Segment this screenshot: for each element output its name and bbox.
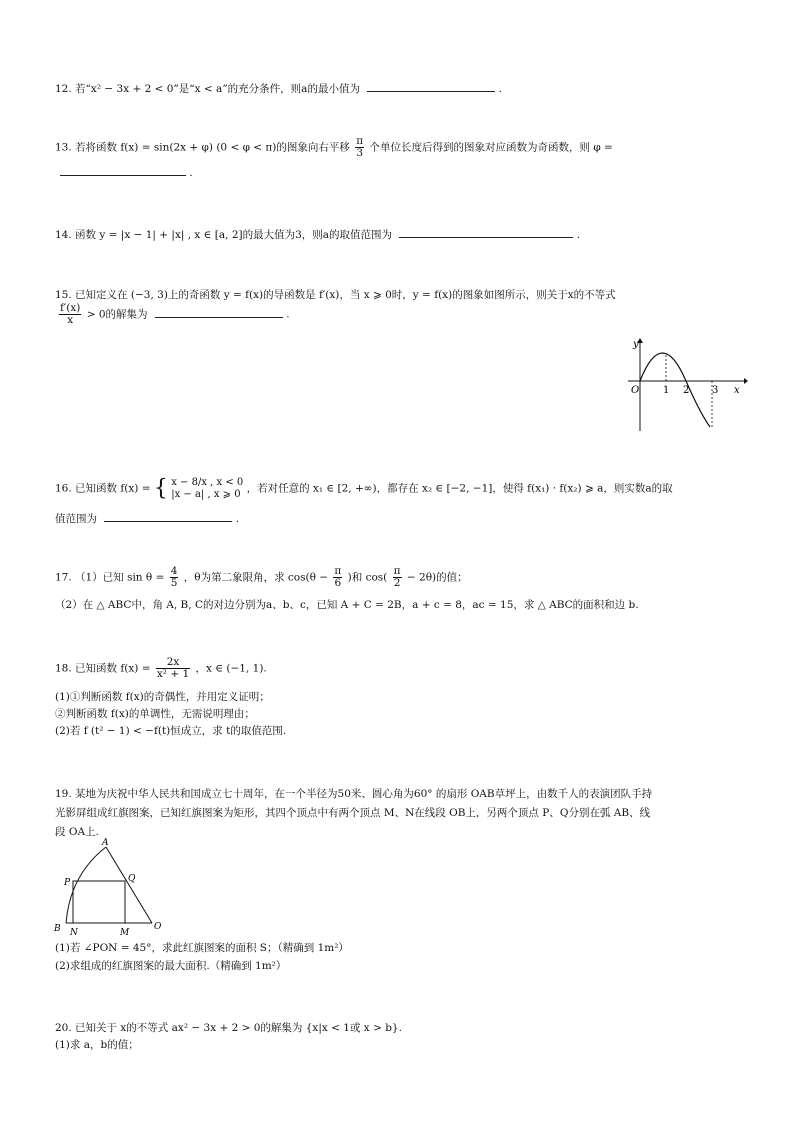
question-number: 16.: [55, 482, 72, 495]
question-text-cont: > 0的解集为: [86, 308, 148, 321]
question-17: [55, 566, 468, 589]
sector-figure: [48, 835, 168, 937]
label-O: O: [154, 922, 162, 932]
question-text: （2）在 △ ABC中，角 A, B, C的对边分别为a、b、c，已知 A + C = 2B，a + c = 8，ac = 15，求 △ ABC的面积和边 b.: [55, 599, 639, 611]
fraction-denominator: 6: [334, 577, 342, 590]
y-label: y: [633, 339, 639, 350]
question-15: [55, 287, 616, 302]
question-number: 20.: [55, 1022, 72, 1034]
x-label: x: [734, 385, 740, 396]
question-18-line3: (2)若 f (t² − 1) < −f(t)恒成立，求 t的取值范围.: [55, 725, 287, 737]
question-20: [55, 1020, 402, 1035]
segment-OA: [106, 847, 152, 923]
fraction-2: [333, 566, 342, 589]
question-text: 某地为庆祝中华人民共和国成立七十周年，在一个半径为50米、圆心角为60° 的扇形 OAB草坪上，由数千人的表演团队手持: [75, 788, 653, 800]
question-14: [55, 226, 580, 242]
tick-label-2: 2: [683, 385, 690, 396]
period: .: [235, 513, 240, 525]
question-19: [55, 786, 652, 801]
question-13-answer: [60, 164, 193, 179]
question-text-b: ，θ为第二象限角，求 cos(θ −: [183, 571, 329, 584]
piece-1: x − 8/x , x < 0: [171, 477, 244, 488]
fraction-numerator: π: [334, 565, 342, 577]
origin-label: O: [631, 385, 640, 396]
question-16-cont: [55, 510, 239, 526]
question-text: 若“x² − 3x + 2 < 0”是“x < a”的充分条件，则a的最小值为: [75, 83, 360, 95]
tick-label-1: 1: [663, 385, 670, 396]
question-text-cont: 个单位长度后得到的图象对应函数为奇函数，则 φ =: [369, 141, 613, 154]
question-17-part2: [55, 597, 639, 612]
x-axis-arrow: [744, 378, 748, 384]
question-19-line3: 段 OA上.: [55, 826, 99, 838]
fraction: [355, 136, 364, 159]
fraction-denominator: x² + 1: [156, 668, 190, 681]
curve: [640, 353, 710, 427]
question-18-line2: ②判断函数 f(x)的单调性，无需说明理由；: [55, 708, 255, 720]
question-number: 12.: [55, 83, 72, 95]
fraction: [156, 657, 190, 680]
period: .: [576, 229, 581, 241]
question-text: 若将函数 f(x) = sin(2x + φ) (0 < φ < π)的图象向右平移: [75, 141, 350, 154]
answer-blank[interactable]: [399, 226, 573, 238]
tick-label-3: 3: [712, 385, 719, 396]
question-18-line1: (1)①判断函数 f(x)的奇偶性，并用定义证明；: [55, 691, 270, 703]
question-text-cont: ，x ∈ (−1, 1).: [195, 662, 267, 675]
question-text-cont2: 值范围为: [55, 513, 97, 525]
fraction-numerator: 4: [170, 565, 178, 577]
question-text-cont: ，若对任意的 x₁ ∈ [2, +∞)，都存在 x₂ ∈ [−2, −1]，使得 f(x₁) · f(x₂) ⩾ a，则实数a的取: [246, 482, 673, 495]
question-number: 14.: [55, 229, 72, 241]
question-text: 已知函数 f(x) =: [75, 482, 151, 495]
label-Q: Q: [128, 874, 136, 884]
fraction: [170, 566, 179, 589]
answer-blank[interactable]: [367, 80, 495, 92]
question-text: 已知定义在 (−3, 3)上的奇函数 y = f(x)的导函数是 f′(x)，当 x ⩾ 0时，y = f(x)的图象如图所示，则关于x的不等式: [75, 289, 616, 301]
answer-blank[interactable]: [60, 164, 186, 176]
question-number: 13.: [55, 141, 72, 154]
question-18: [55, 657, 267, 680]
question-19-sub1: (1)若 ∠PON = 45°，求此红旗图案的面积 S；（精确到 1m²）: [55, 942, 349, 954]
period: .: [189, 167, 193, 179]
question-text: （1）已知 sin θ =: [75, 571, 165, 584]
question-number: 18.: [55, 662, 72, 675]
fraction-3: [393, 566, 402, 589]
question-15-cont: [57, 303, 290, 326]
question-19-sub2: (2)求组成的红旗图案的最大面积.（精确到 1m²）: [55, 960, 287, 972]
label-P: P: [64, 878, 71, 888]
question-13: [55, 136, 613, 159]
fraction-numerator: π: [393, 565, 401, 577]
function-graph: [620, 335, 750, 435]
period: .: [498, 83, 502, 95]
question-text: 已知关于 x的不等式 ax² − 3x + 2 > 0的解集为 {x|x < 1或 x > b}.: [75, 1022, 402, 1034]
answer-blank[interactable]: [104, 510, 232, 522]
period: .: [286, 308, 290, 321]
question-number: 19.: [55, 788, 72, 800]
question-number: 17.: [55, 571, 72, 584]
answer-blank[interactable]: [155, 306, 283, 318]
label-M: M: [120, 928, 130, 937]
question-19-line2: 光影屏组成红旗图案，已知红旗图案为矩形，其四个顶点中有两个顶点 M、N在线段 OB上，另两个顶点 P、Q分别在弧 AB、线: [55, 807, 651, 819]
question-text-d: − 2θ)的值；: [406, 571, 468, 584]
label-B: B: [54, 924, 61, 934]
flag-rectangle: [73, 881, 125, 923]
fraction-numerator: f′(x): [60, 302, 81, 314]
label-A: A: [102, 838, 109, 848]
question-12: [55, 80, 502, 96]
fraction: [59, 303, 81, 326]
fraction-numerator: π: [356, 135, 364, 147]
fraction-numerator: 2x: [156, 657, 190, 669]
fraction-denominator: 3: [356, 147, 364, 160]
question-16: [55, 476, 673, 501]
arc-AB: [66, 847, 106, 923]
question-text-c: )和 cos(: [347, 571, 388, 584]
brace-symbol: {: [153, 476, 168, 501]
question-text: 已知函数 f(x) =: [75, 662, 151, 675]
fraction-denominator: 2: [393, 577, 401, 590]
fraction-denominator: x: [67, 314, 74, 327]
piece-2: |x − a| , x ⩾ 0: [171, 488, 241, 500]
fraction-denominator: 5: [170, 577, 178, 590]
question-text: 函数 y = |x − 1| + |x| , x ∈ [a, 2]的最大值为3，则a的取值范围为: [75, 229, 393, 241]
label-N: N: [70, 928, 78, 937]
piecewise: [171, 477, 243, 500]
question-number: 15.: [55, 289, 72, 301]
question-20-sub1: (1)求 a，b的值；: [55, 1039, 139, 1051]
